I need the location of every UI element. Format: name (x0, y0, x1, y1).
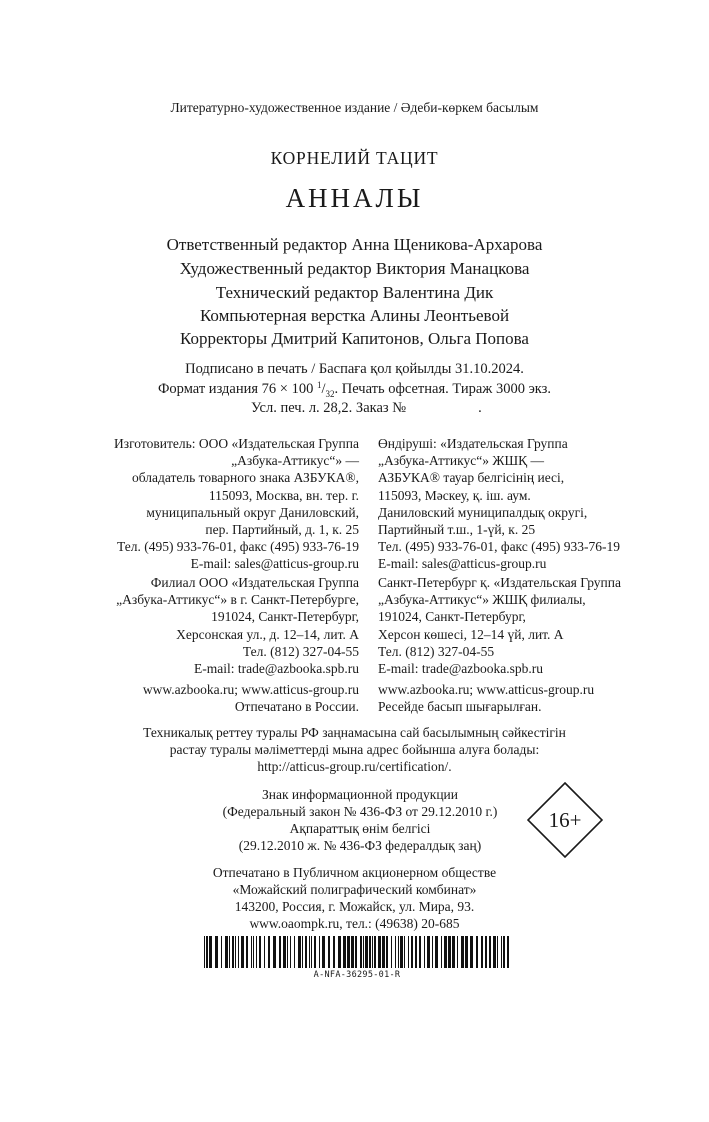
barcode-bar (424, 936, 425, 968)
barcode-bar (204, 936, 205, 968)
author-name: КОРНЕЛИЙ ТАЦИТ (270, 148, 439, 168)
email-text: E-mail: trade@azbooka.spb.ru (378, 661, 543, 677)
barcode-bar (305, 936, 307, 968)
barcode-bar (253, 936, 254, 968)
barcode-bar (372, 936, 373, 968)
barcode-bar (251, 936, 252, 968)
text-line: Филиал ООО «Издательская Группа (150, 575, 359, 590)
publisher-ru (114, 435, 359, 573)
text-line: Тел. (812) 327-04-55 (242, 643, 359, 659)
text-line: Даниловский муниципалдық округі, (378, 504, 588, 520)
barcode-bar (465, 936, 468, 968)
barcode-bar (485, 936, 487, 968)
barcode-icon (204, 936, 510, 968)
barcode-bar (365, 936, 368, 968)
barcode-bar (427, 936, 430, 968)
barcode-bar (225, 936, 228, 968)
text-line: „Азбука-Аттикус“» в г. Санкт-Петербурге, (116, 592, 359, 608)
barcode-bar (232, 936, 234, 968)
barcode-bar (386, 936, 388, 968)
barcode-bar (378, 936, 381, 968)
barcode-bar (444, 936, 447, 968)
barcode-bar (501, 936, 502, 968)
barcode-bar (322, 936, 325, 968)
barcode-bar (279, 936, 281, 968)
barcode-bar (489, 936, 491, 968)
barcode-bar (221, 936, 222, 968)
barcode-bar (314, 936, 316, 968)
barcode-text: A-NFA-36295-01-R (313, 970, 401, 980)
text-line: 115093, Москва, вн. тер. г. (208, 487, 359, 503)
barcode-bar (391, 936, 392, 968)
barcode-bar (309, 936, 310, 968)
text-line: муниципальный округ Даниловский, (146, 504, 359, 520)
barcode-bar (448, 936, 451, 968)
barcode-bar (235, 936, 236, 968)
barcode-bar (206, 936, 208, 968)
website-text: www.azbooka.ru; www.atticus-group.ru (142, 682, 359, 697)
text-line: АЗБУКА® тауар белгісінің иесі, (378, 470, 565, 486)
text-line: Тел. (495) 933-76-01, факс (495) 933-76-19 (378, 539, 621, 555)
barcode-bar (369, 936, 371, 968)
barcode-bar (238, 936, 239, 968)
barcode-bar (493, 936, 496, 968)
certification-url: http://atticus-group.ru/certification/. (257, 759, 452, 774)
credit-line: Ответственный редактор Анна Щеникова-Архарова (166, 235, 543, 254)
info-sign-line: Ақпараттық өнім белгісі (289, 821, 431, 836)
text-line: Өндіруші: «Издательская Группа (378, 436, 568, 451)
barcode-bar (408, 936, 409, 968)
barcode-bar (290, 936, 291, 968)
barcode-bar (435, 936, 438, 968)
barcode-bar (476, 936, 478, 968)
email-text: E-mail: sales@atticus-group.ru (378, 556, 547, 572)
barcode-bar (333, 936, 335, 968)
barcode-bar (302, 936, 303, 968)
branch-kz (378, 574, 621, 677)
barcode-bar (311, 936, 312, 968)
text-line: пер. Партийный, д. 1, к. 25 (205, 522, 359, 538)
text-line: 191024, Санкт-Петербург, (378, 609, 526, 625)
barcode-bar (419, 936, 421, 968)
barcode-bar (319, 936, 320, 968)
barcode-bar (268, 936, 270, 968)
info-sign-line: Знак информационной продукции (261, 787, 459, 802)
text-line: Херсонская ул., д. 12–14, лит. А (176, 626, 359, 642)
text-line: Тел. (495) 933-76-01, факс (495) 933-76-19 (116, 539, 359, 555)
barcode-bar (470, 936, 473, 968)
barcode-bar (347, 936, 350, 968)
barcode-bar (432, 936, 433, 968)
barcode-bar (395, 936, 396, 968)
branch-ru (116, 574, 359, 677)
barcode-bar (363, 936, 364, 968)
barcode-bar (241, 936, 244, 968)
barcode-bar (264, 936, 265, 968)
text-line: 115093, Мәскеу, қ. іш. аум. (378, 487, 531, 503)
email-text: E-mail: trade@azbooka.spb.ru (194, 661, 359, 677)
barcode-bar (507, 936, 509, 968)
barcode-bar (404, 936, 405, 968)
barcode-bar (215, 936, 218, 968)
text-line: Отпечатано в России. (234, 699, 359, 715)
barcode-bar (283, 936, 286, 968)
printer-line: «Можайский полиграфический комбинат» (232, 882, 477, 897)
credit-line: Корректоры Дмитрий Капитонов, Ольга Попова (180, 329, 529, 348)
text-line: Санкт-Петербург қ. «Издательская Группа (378, 575, 621, 590)
text-line: Партийный т.ш., 1-үй, к. 25 (378, 522, 536, 538)
text-line: Ресейде басып шығарылған. (378, 699, 542, 715)
certification-line: Техникалық реттеу туралы РФ заңнамасына сай басылымның сәйкестігін (143, 725, 566, 740)
text-line: 191024, Санкт-Петербург, (211, 609, 359, 625)
barcode-bar (461, 936, 464, 968)
text-line: Изготовитель: ООО «Издательская Группа (114, 436, 359, 451)
barcode-bar (400, 936, 403, 968)
text-line: Тел. (812) 327-04-55 (378, 643, 495, 659)
book-title: АННАЛЫ (285, 183, 424, 213)
barcode-bar (503, 936, 505, 968)
barcode-bar (294, 936, 295, 968)
barcode-bar (229, 936, 230, 968)
barcode-bar (382, 936, 385, 968)
age-rating-badge (527, 782, 603, 858)
format-line: Формат издания 76 × 100 $^1/_{32}$. Печать офсетная. Тираж 3000 экз. (157, 380, 552, 399)
email-text: E-mail: sales@atticus-group.ru (190, 556, 359, 572)
barcode-bar (328, 936, 330, 968)
certification-line: растау туралы мәліметтерді мына адрес бойынша алуға болады: (169, 742, 540, 757)
sheets-line: Усл. печ. л. 28,2. Заказ № . (251, 400, 482, 416)
credit-line: Художественный редактор Виктория Манацкова (179, 259, 530, 278)
barcode-bar (497, 936, 498, 968)
barcode-bar (287, 936, 288, 968)
web-ru (143, 681, 359, 715)
publisher-kz (378, 435, 620, 573)
age-rating-text: 16+ (548, 808, 582, 832)
barcode-bar (246, 936, 248, 968)
barcode-bar (209, 936, 212, 968)
barcode-bar (398, 936, 399, 968)
info-sign-line: (29.12.2010 ж. № 436-ФЗ федералдық заң) (238, 838, 482, 853)
web-kz (378, 681, 594, 715)
barcode-bar (360, 936, 362, 968)
credit-line: Технический редактор Валентина Дик (215, 283, 494, 302)
barcode-bar (256, 936, 257, 968)
printer-line: Отпечатано в Публичном акционерном обществе (212, 865, 497, 880)
barcode-bar (374, 936, 376, 968)
info-sign-line: (Федеральный закон № 436-ФЗ от 29.12.2010 г.) (222, 804, 498, 819)
barcode-bar (338, 936, 341, 968)
barcode-bar (351, 936, 354, 968)
text-line: „Азбука-Аттикус“» ЖШҚ — (378, 453, 544, 469)
barcode-bar (452, 936, 455, 968)
barcode-bar (259, 936, 261, 968)
website-text: www.azbooka.ru; www.atticus-group.ru (378, 682, 595, 697)
barcode-bar (481, 936, 483, 968)
text-line: обладатель товарного знака АЗБУКА®, (131, 470, 359, 486)
text-line: Херсон көшесі, 12–14 үй, лит. А (378, 626, 564, 642)
barcode-bar (298, 936, 301, 968)
signed-date: Подписано в печать / Баспаға қол қойылды 31.10.2024. (185, 361, 524, 377)
text-line: „Азбука-Аттикус“» ЖШҚ филиалы, (378, 592, 586, 608)
series-label: Литературно-художественное издание / Әдеби-көркем басылым (170, 100, 539, 115)
text-line: „Азбука-Аттикус“» — (231, 453, 359, 469)
barcode-bar (273, 936, 276, 968)
barcode-bar (343, 936, 346, 968)
barcode-bar (355, 936, 357, 968)
printer-line: www.oaompk.ru, тел.: (49638) 20-685 (249, 916, 460, 931)
barcode-bar (441, 936, 442, 968)
printer-line: 143200, Россия, г. Можайск, ул. Мира, 93. (234, 899, 475, 914)
barcode-bar (411, 936, 413, 968)
credit-line: Компьютерная верстка Алины Леонтьевой (199, 306, 510, 325)
barcode-bar (457, 936, 458, 968)
barcode-bar (415, 936, 417, 968)
